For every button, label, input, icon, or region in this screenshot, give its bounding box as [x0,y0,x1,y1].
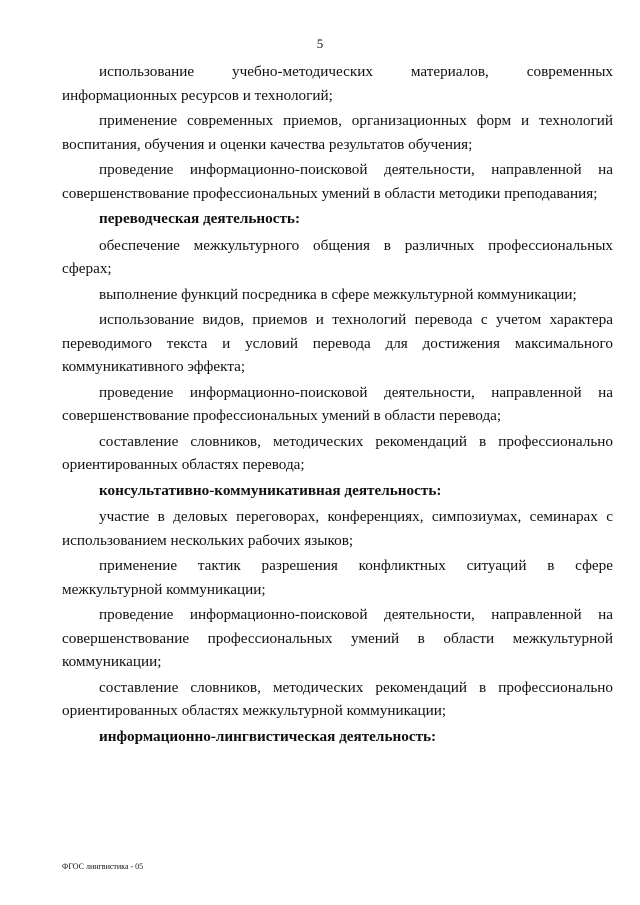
document-body [62,60,613,751]
section-heading: переводческая деятельность: [99,210,301,227]
paragraph: участие в деловых переговорах, конференциях, симпозиумах, семинарах с использованием нескольких рабочих языков; [62,508,613,549]
paragraph: использование видов, приемов и технологий перевода с учетом характера переводимого текста и условий перевода для достижения максимального коммуникативного эффекта; [62,311,613,375]
paragraph: проведение информационно-поисковой деятельности, направленной на совершенствование профессиональных умений в области методики преподавания; [62,161,613,202]
paragraph: применение современных приемов, организационных форм и технологий воспитания, обучения и оценки качества результатов обучения; [62,112,613,153]
section-heading: информационно-лингвистическая деятельность: [99,727,437,745]
paragraph: использование учебно-методических материалов, современных информационных ресурсов и технологий; [62,63,613,104]
paragraph: проведение информационно-поисковой деятельности, направленной на совершенствование профессиональных умений в области перевода; [62,383,613,424]
paragraph: проведение информационно-поисковой деятельности, направленной на совершенствование профессиональных умений в области межкультурной коммуникации; [62,606,613,670]
footer-label: ФГОС лингвистика - 05 [62,862,144,871]
paragraph: составление словников, методических рекомендаций в профессионально ориентированных областях перевода; [62,432,613,473]
paragraph: выполнение функций посредника в сфере межкультурной коммуникации; [99,285,577,303]
page-number: 5 [316,36,324,51]
paragraph: составление словников, методических рекомендаций в профессионально ориентированных областях межкультурной коммуникации; [62,678,613,719]
paragraph: применение тактик разрешения конфликтных ситуаций в сфере межкультурной коммуникации; [62,557,613,598]
section-heading: консультативно-коммуникативная деятельность: [99,481,442,499]
paragraph: обеспечение межкультурного общения в различных профессиональных сферах; [62,236,613,277]
